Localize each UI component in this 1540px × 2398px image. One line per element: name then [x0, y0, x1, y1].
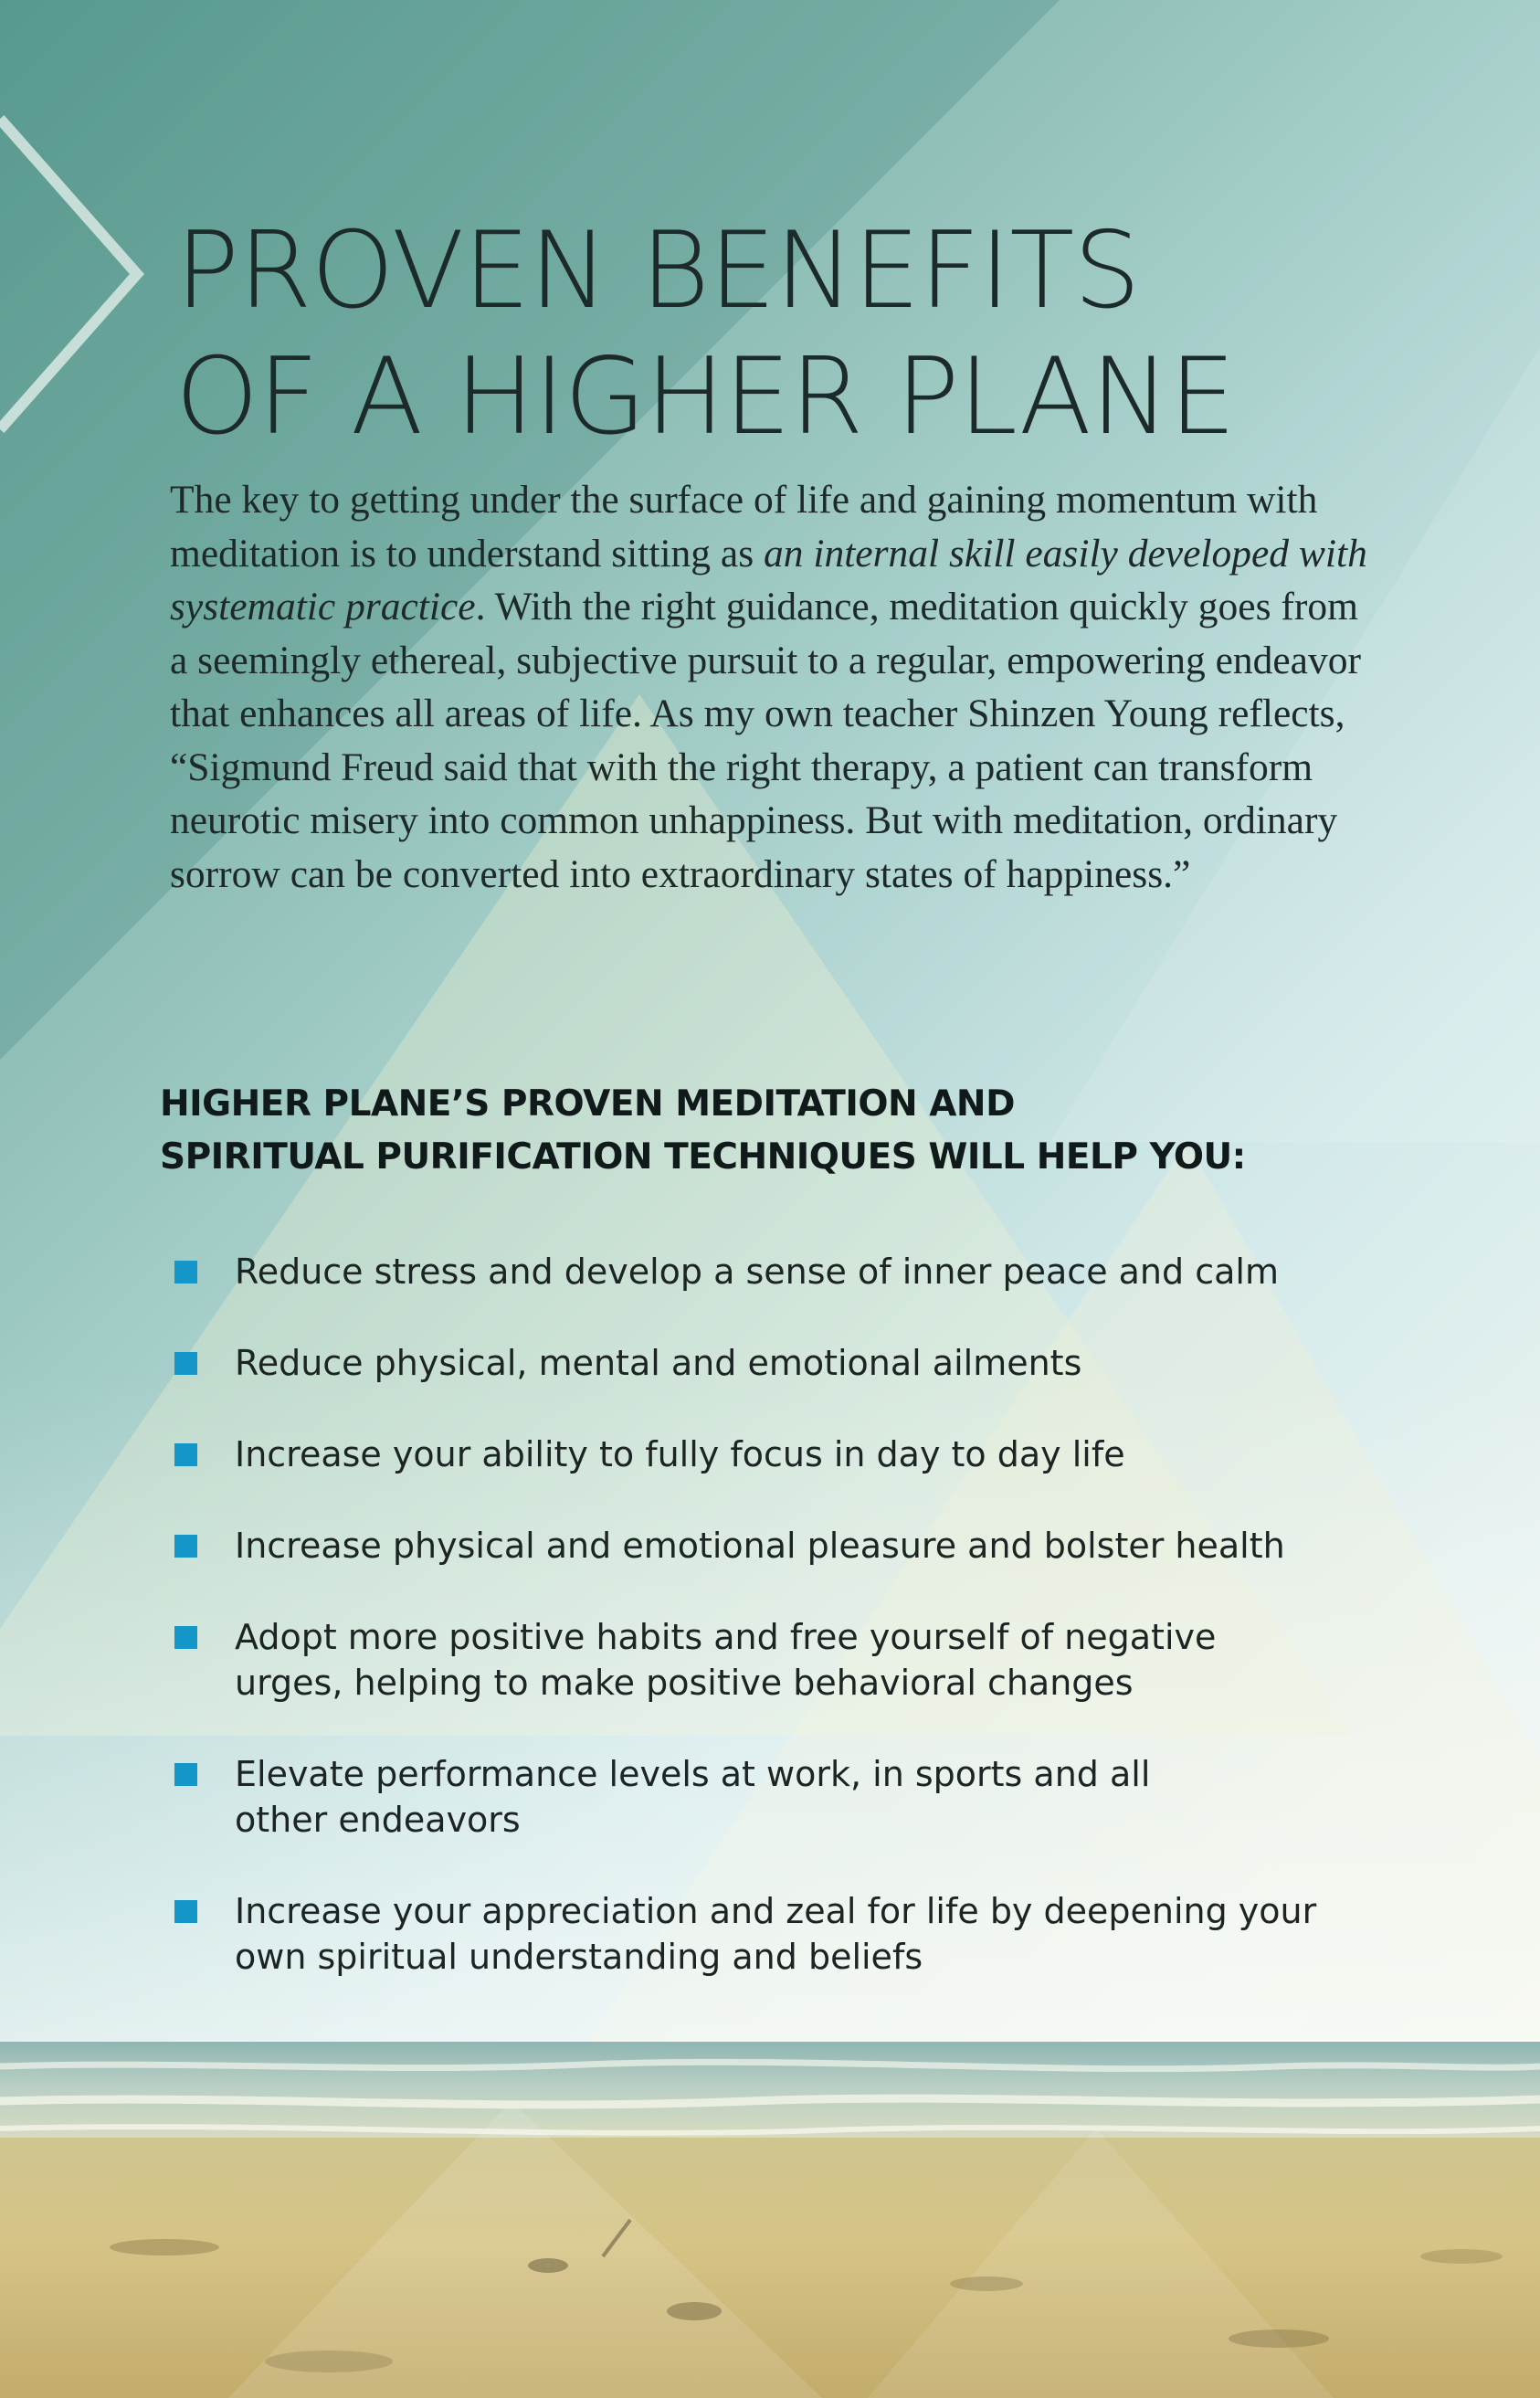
title-line: OF A HIGHER PLANE	[175, 335, 1236, 459]
benefit-text: Increase your ability to fully focus in day to day life	[235, 1434, 1125, 1474]
intro-paragraph	[170, 473, 1385, 901]
benefit-text: Reduce stress and develop a sense of inner peace and calm	[235, 1252, 1279, 1292]
benefit-item	[172, 1340, 1450, 1386]
section-heading	[160, 1078, 1246, 1184]
benefit-text: own spiritual understanding and beliefs	[235, 1937, 923, 1977]
benefit-item	[172, 1249, 1450, 1294]
benefit-item	[172, 1431, 1450, 1477]
benefit-text: Reduce physical, mental and emotional ailments	[235, 1343, 1082, 1383]
benefit-item	[172, 1523, 1450, 1569]
square-bullet-icon	[174, 1535, 197, 1558]
page-title	[175, 208, 1235, 460]
benefit-text: Increase your appreciation and zeal for life by deepening your	[235, 1891, 1317, 1931]
benefit-text: Elevate performance levels at work, in sports and all	[235, 1754, 1151, 1794]
benefit-text: urges, helping to make positive behavioral changes	[235, 1663, 1134, 1703]
intro-emphasis: an internal skill easily developed with systematic practice	[170, 531, 1367, 629]
section-heading-line: HIGHER PLANE’S PROVEN MEDITATION AND	[160, 1083, 1015, 1125]
benefit-item	[172, 1888, 1450, 1980]
square-bullet-icon	[174, 1261, 197, 1284]
square-bullet-icon	[174, 1900, 197, 1923]
square-bullet-icon	[174, 1763, 197, 1786]
section-heading-line: SPIRITUAL PURIFICATION TECHNIQUES WILL HELP YOU:	[160, 1136, 1246, 1178]
square-bullet-icon	[174, 1626, 197, 1649]
square-bullet-icon	[174, 1443, 197, 1466]
benefit-text: Increase physical and emotional pleasure and bolster health	[235, 1526, 1285, 1566]
square-bullet-icon	[174, 1352, 197, 1375]
benefit-text: other endeavors	[235, 1800, 521, 1840]
intro-text-continued: . With the right guidance, meditation quickly goes from a seemingly ethereal, subjective pursuit to a regular, empowering endeavor that enhances all areas of life. As my own teacher Shinzen Young reflects, “Sigmund Freud said that with the right therapy, a patient can transform neurotic misery into common unhappiness. But with meditation, ordinary sorrow can be converted into extraordinary states of happiness.”	[170, 585, 1361, 896]
benefit-item	[172, 1751, 1450, 1843]
intro-text: The key to getting under the surface of life and gaining momentum with meditation is to understand sitting as	[170, 478, 1318, 576]
benefit-text: Adopt more positive habits and free yourself of negative	[235, 1617, 1217, 1657]
benefits-list	[172, 1249, 1450, 1980]
benefit-item	[172, 1614, 1450, 1706]
title-line: PROVEN BENEFITS	[175, 209, 1140, 333]
